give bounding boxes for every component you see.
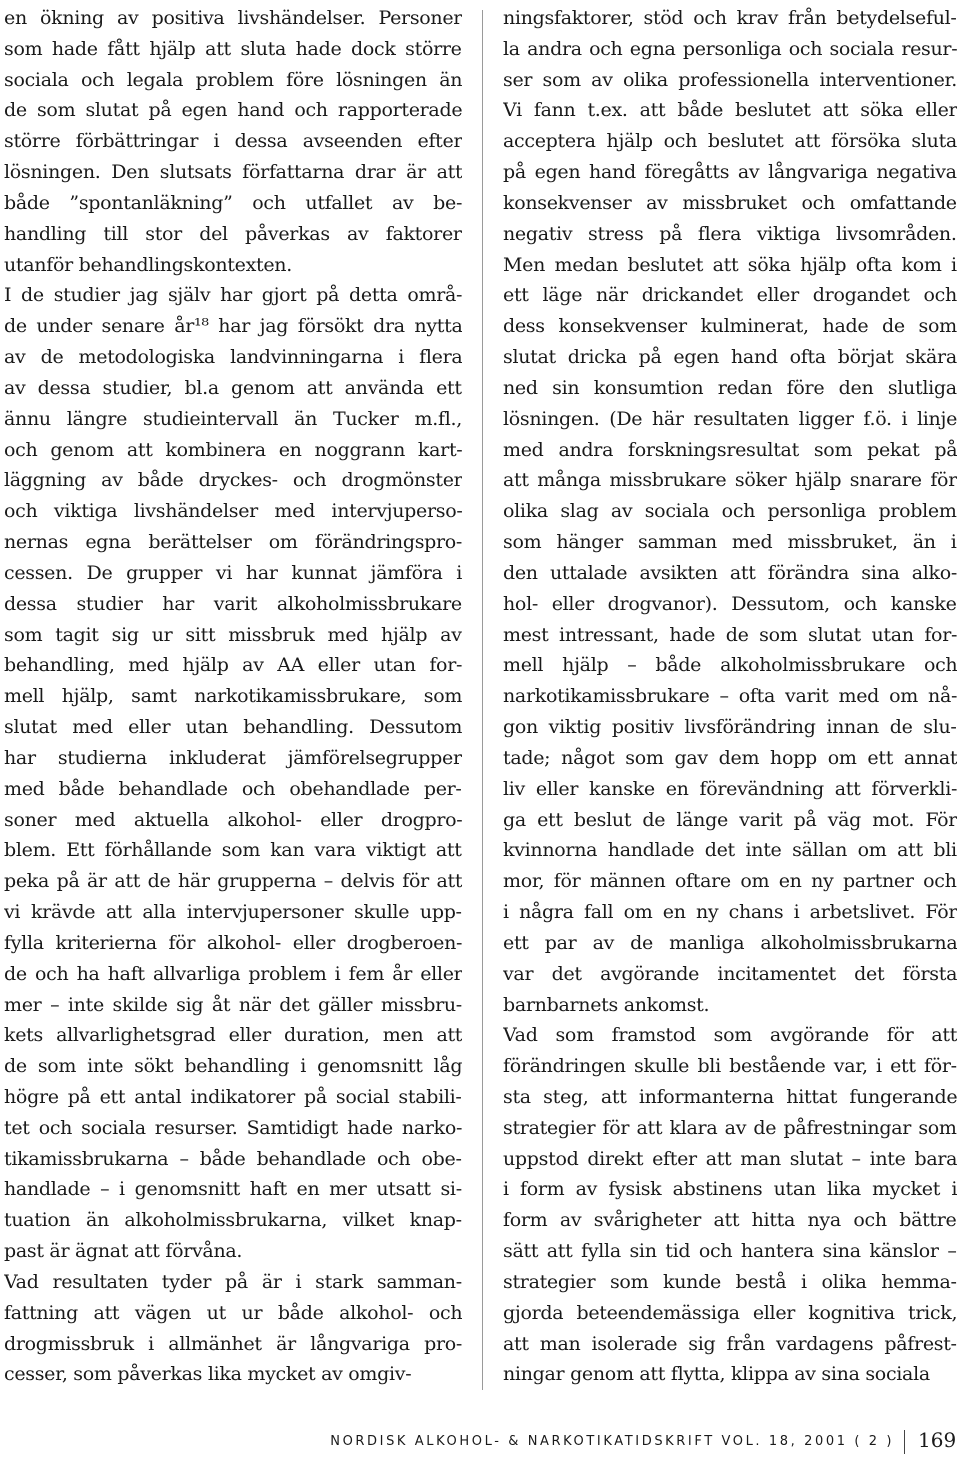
text-line: tikamissbrukarna – både behandlade och obe- [4, 1147, 462, 1170]
text-line: cessen. De grupper vi har kunnat jämföra i [4, 561, 462, 584]
text-line: ännu längre studieintervall än Tucker m.fl., [4, 407, 462, 430]
text-line: strategier för att klara av de påfrestningar som [503, 1116, 957, 1139]
text-line: barnbarnets ankomst. [503, 993, 710, 1016]
text-line: I de studier jag själv har gjort på detta områ- [4, 284, 462, 307]
text-line: med både behandlade och obehandlade per- [4, 777, 462, 800]
text-line: liv eller kanske en förevändning att förverkli- [503, 777, 957, 800]
text-line: peka på är att de här grupperna – delvis för att [4, 870, 462, 893]
text-line: mest intressant, hade de som slutat utan for- [503, 623, 957, 646]
text-line: förändringen skulle bli bestående var, i ett för- [503, 1055, 957, 1078]
text-line: utanför behandlingskontexten. [4, 253, 292, 276]
text-line: av dessa studier, bl.a genom att använda ett [4, 376, 462, 399]
text-line: mell hjälp, samt narkotikamissbrukare, som [4, 685, 462, 708]
text-line: la andra och egna personliga och sociala resur- [503, 37, 957, 60]
text-line: mer – inte skilde sig åt när det gäller missbru- [4, 993, 462, 1016]
text-line: hol- eller drogvanor). Dessutom, och kanske [503, 592, 957, 615]
text-line: den uttalade avsikten att förändra sina alko- [503, 561, 957, 584]
text-line: nernas egna berättelser om förändringspro- [4, 531, 462, 554]
text-line: gon viktig positiv livsförändring innan de slu- [503, 716, 957, 739]
text-line: drogmissbruk i allmänhet är långvariga pro- [4, 1332, 462, 1355]
text-line: läggning av både dryckes- och drogmönster [4, 469, 462, 492]
text-line: med andra forskningsresultat som pekat på [503, 438, 957, 461]
text-line: past är ägnat att förvåna. [4, 1240, 243, 1263]
text-line: tade; något som gav dem hopp om ett annat [503, 746, 957, 769]
text-line: ett läge när drickandet eller drogandet och [503, 284, 957, 307]
footer-divider [904, 1430, 905, 1454]
text-line: kets allvarlighetsgrad eller duration, men att [4, 1024, 462, 1047]
text-line: Men medan beslutet att söka hjälp ofta kom i [503, 253, 957, 276]
text-line: olika slag av sociala och personliga problem [503, 500, 957, 523]
text-line: lösningen. Den slutsats författarna drar är att [4, 161, 462, 184]
text-line: och viktiga livshändelser med intervjuperso- [4, 500, 462, 523]
text-line: ningsfaktorer, stöd och krav från betydelseful- [503, 7, 957, 29]
text-line: att man isolerade sig från vardagens påfrest- [503, 1332, 957, 1355]
text-line: Vad resultaten tyder på är i stark samman- [4, 1270, 462, 1293]
text-line: i några fall om en ny chans i arbetslivet. För [503, 901, 957, 924]
text-line: som hänger samman med missbruket, än i [503, 531, 957, 554]
text-line: större förbättringar i dessa avseenden efter [4, 130, 462, 153]
text-line: högre på ett antal indikatorer på social stabili- [4, 1085, 462, 1108]
text-line: strategier som kunde bestå i olika hemma- [503, 1270, 957, 1293]
text-line: vi krävde att alla intervjupersoner skulle upp- [4, 901, 462, 924]
text-line: handlade – i genomsnitt haft en mer utsatt si- [4, 1178, 462, 1201]
text-line: kvinnorna handlade det inte sällan om att bli [503, 839, 957, 862]
text-line: som hade fått hjälp att sluta hade dock större [4, 37, 462, 60]
text-line: sta steg, att informanterna hittat fungerande [503, 1085, 957, 1108]
text-line: av de metodologiska landvinningarna i flera [4, 346, 462, 369]
text-line: sociala och legala problem före lösningen än [4, 68, 462, 91]
text-line: och genom att kombinera en noggrann kart- [4, 438, 462, 461]
text-line: acceptera hjälp och beslutet att försöka sluta [503, 130, 957, 153]
text-line: att många missbrukare söker hjälp snarare för [503, 469, 957, 492]
text-line: som tagit sig ur sitt missbruk med hjälp av [4, 623, 462, 646]
text-line: ga ett beslut de länge varit på väg mot. För [503, 808, 957, 831]
text-line: i form av fysisk abstinens utan lika mycket i [503, 1178, 957, 1201]
text-line: soner med aktuella alkohol- eller drogpro- [4, 808, 462, 831]
text-line: narkotikamissbrukare – ofta varit med om nå- [503, 685, 957, 708]
journal-title: NORDISK ALKOHOL- & NARKOTIKATIDSKRIFT VOL. 18, 2001 ( 2 ) [330, 1434, 894, 1449]
text-line: Vi fann t.ex. att både beslutet att söka eller [503, 99, 957, 122]
text-line: Vad som framstod som avgörande för att [503, 1024, 957, 1047]
text-line: ned sin konsumtion redan före den slutliga [503, 376, 957, 399]
text-line: blem. Ett förhållande som kan vara viktigt att [4, 839, 462, 862]
text-line: en ökning av positiva livshändelser. Personer [4, 7, 462, 29]
text-line: ett par av de manliga alkoholmissbrukarna [503, 931, 957, 954]
text-line: fattning att vägen ut ur både alkohol- och [4, 1301, 462, 1324]
text-line: sätt att fylla sin tid och hantera sina känslor – [503, 1240, 957, 1263]
text-line: ningar genom att flytta, klippa av sina sociala [503, 1363, 930, 1386]
text-line: uppstod direkt efter att man slutat – inte bara [503, 1147, 957, 1170]
text-line: ser som av olika professionella interventioner. [503, 68, 957, 91]
text-line: både ”spontanläkning” och utfallet av be- [4, 191, 462, 214]
text-line: har studierna inkluderat jämförelsegrupper [4, 746, 462, 769]
text-line: de och ha haft allvarliga problem i fem år eller [4, 962, 462, 985]
right-column [503, 3, 957, 1390]
text-line: mell hjälp – både alkoholmissbrukare och [503, 654, 957, 677]
page-footer [0, 1420, 960, 1470]
text-line: handling till stor del påverkas av faktorer [4, 222, 462, 245]
page-number: 169 [918, 1428, 957, 1452]
text-line: dess konsekvenser kulminerat, hade de som [503, 315, 957, 338]
text-line: dessa studier har varit alkoholmissbrukare [4, 592, 462, 615]
text-line: slutat dricka på egen hand ofta börjat skära [503, 346, 957, 369]
text-line: lösningen. (De här resultaten ligger f.ö. i linje [503, 407, 957, 430]
text-line: mor, för männen oftare om en ny partner och [503, 870, 957, 893]
text-line: konsekvenser av missbruket och omfattande [503, 191, 957, 214]
text-line: slutat med eller utan behandling. Dessutom [4, 716, 462, 739]
left-column [4, 3, 462, 1390]
text-line: de som slutat på egen hand och rapporterade [4, 99, 462, 122]
column-divider [482, 10, 483, 1390]
text-line: de under senare år¹⁸ har jag försökt dra nytta [4, 315, 462, 338]
text-line: tet och sociala resurser. Samtidigt hade narko- [4, 1116, 462, 1139]
text-line: behandling, med hjälp av AA eller utan for- [4, 654, 462, 677]
text-line: var det avgörande incitamentet det första [503, 962, 957, 985]
text-line: fylla kriterierna för alkohol- eller drogberoen- [4, 931, 462, 954]
text-line: form av svårigheter att hitta nya och bättre [503, 1209, 957, 1232]
text-line: de som inte sökt behandling i genomsnitt låg [4, 1055, 462, 1078]
text-line: negativ stress på flera viktiga livsområden. [503, 222, 957, 245]
text-line: på egen hand föregåtts av långvariga negativa [503, 161, 957, 184]
text-line: tuation än alkoholmissbrukarna, vilket knap- [4, 1209, 462, 1232]
text-line: gjorda beteendemässiga eller kognitiva trick, [503, 1301, 957, 1324]
text-line: cesser, som påverkas lika mycket av omgiv- [4, 1363, 412, 1386]
